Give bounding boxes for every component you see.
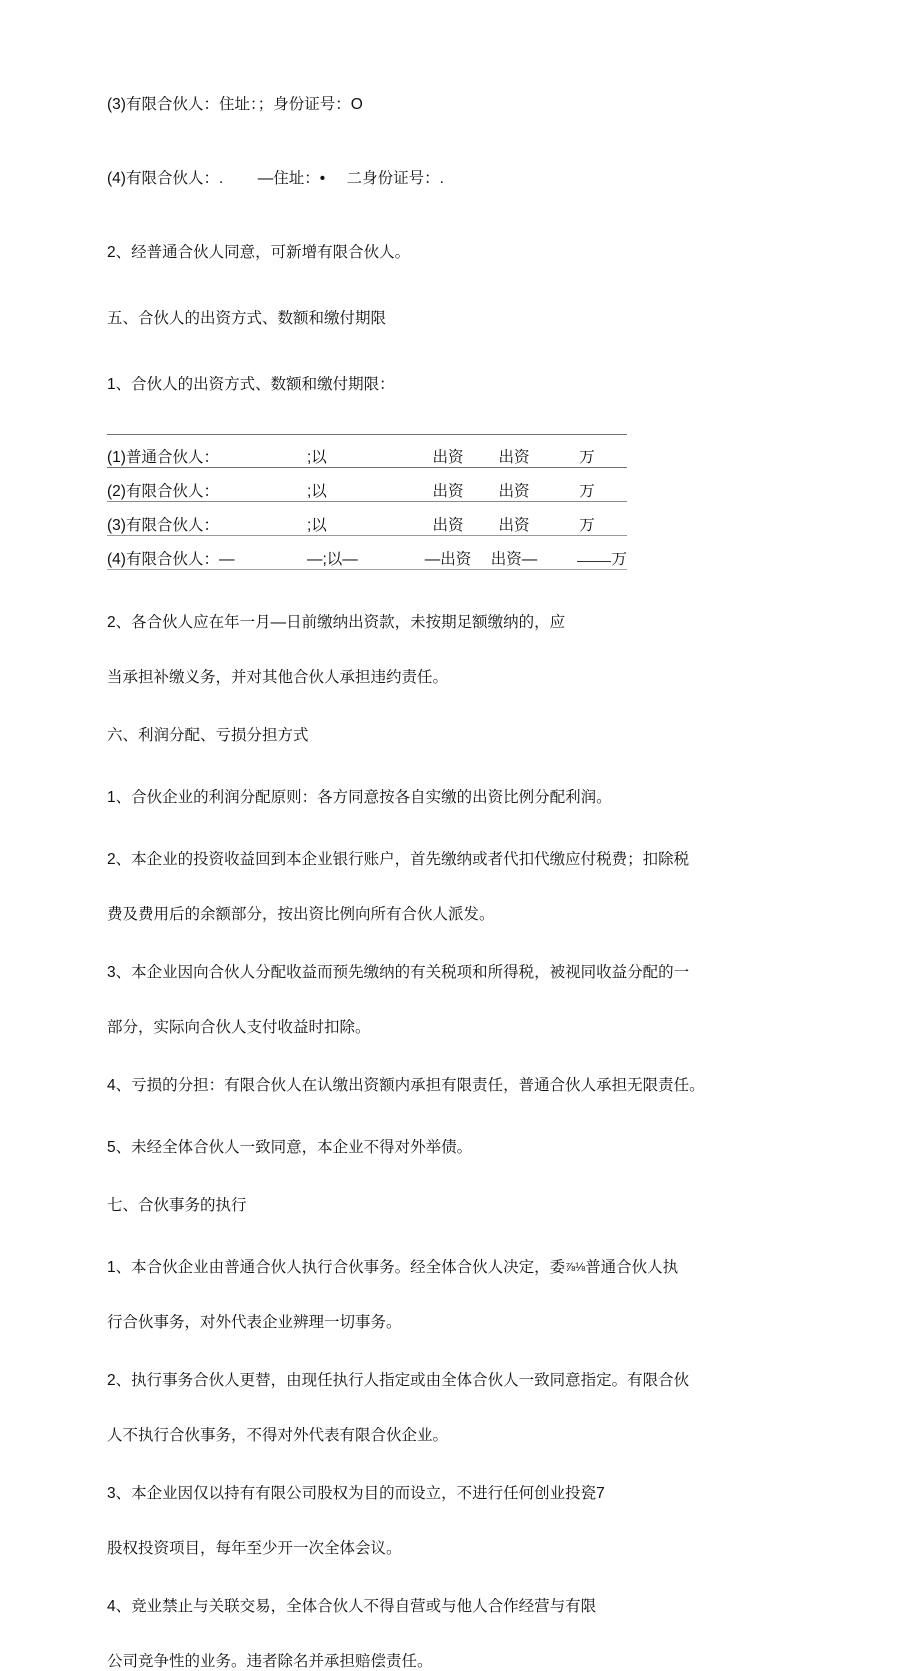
paragraph-new-partner: [107, 240, 847, 262]
section-7-item-1-part-b: 普通合伙人执: [585, 1259, 679, 1276]
section-7-item-4: [107, 1594, 847, 1616]
section-6-heading: [107, 723, 847, 745]
table-cell-partner: (4)有限合伙人：—: [107, 536, 307, 570]
spacer: [107, 1277, 847, 1310]
table-cell-unit: 万: [547, 502, 627, 536]
section-7-heading-text: 七、合伙事务的执行: [107, 1197, 247, 1214]
section-6-item-2-line-2: 费及费用后的余额部分，按出资比例向所有合伙人派发。: [107, 906, 495, 923]
section-7-item-3: [107, 1481, 847, 1503]
table-cell-amount-right: 出资: [481, 502, 547, 536]
table-cell-partner: (1)普通合伙人：: [107, 434, 307, 468]
table-cell-unit-text: 万: [611, 551, 627, 568]
partner-3-text: (3)有限合伙人：住址：；身份证号：O: [107, 96, 363, 113]
table-row: [107, 536, 627, 570]
spacer: [107, 687, 847, 723]
ocr-fraction-artifact: ⅞⅛: [565, 1260, 586, 1274]
section-7-item-3-line-1: 3、本企业因仅以持有有限公司股权为目的而设立，不进行任何创业投瓷7: [107, 1485, 605, 1502]
paragraph-partner-4: [107, 166, 847, 188]
section-7-item-3-line-2: 股权投资项目，每年至少开一次全体会议。: [107, 1540, 402, 1557]
table-cell-amount-left: 出资: [415, 502, 481, 536]
section-6-item-1-text: 1、合伙企业的利润分配原则：各方同意按各自实缴的出资比例分配利润。: [107, 789, 612, 806]
table-cell-unit: [547, 536, 627, 570]
spacer: [107, 262, 847, 306]
table-cell-unit: 万: [547, 468, 627, 502]
table-cell-method: —;以—: [307, 536, 415, 570]
section-7-item-2: [107, 1368, 847, 1390]
spacer: [107, 1558, 847, 1594]
spacer: [107, 982, 847, 1015]
table-cell-amount-right: 出资: [481, 434, 547, 468]
table-row: [107, 502, 627, 536]
table-cell-method: ;以: [307, 502, 415, 536]
section-7-item-1: [107, 1255, 847, 1277]
table-cell-amount-left: 出资: [415, 434, 481, 468]
spacer: [107, 328, 847, 372]
spacer: [107, 1503, 847, 1536]
spacer: [107, 1332, 847, 1368]
spacer: [107, 632, 847, 665]
document-body: [107, 92, 847, 1671]
table-cell-amount-right: 出资: [481, 468, 547, 502]
section-7-item-1-line-2: 行合伙事务，对外代表企业辨理一切事务。: [107, 1314, 402, 1331]
section-7-item-4-cont: [107, 1649, 847, 1671]
spacer: [107, 745, 847, 785]
section-7-item-3-cont: [107, 1536, 847, 1558]
section-5-heading-text: 五、合伙人的出资方式、数额和缴付期限: [107, 310, 387, 327]
section-6-item-1: [107, 785, 847, 807]
blank-underline: [577, 561, 611, 562]
section-7-item-1-line-1: [107, 1255, 847, 1277]
section-5-item-1: [107, 372, 847, 394]
spacer: [107, 1215, 847, 1255]
section-5-item-2-line-2: 当承担补缴义务，并对其他合伙人承担违约责任。: [107, 669, 449, 686]
spacer: [107, 188, 847, 240]
table-cell-partner: (3)有限合伙人：: [107, 502, 307, 536]
table-cell-unit: 万: [547, 434, 627, 468]
spacer: [107, 570, 847, 610]
section-7-item-4-line-1: 4、竞业禁止与关联交易，全体合伙人不得自营或与他人合作经营与有限: [107, 1598, 597, 1615]
section-6-item-2-cont: [107, 902, 847, 924]
section-6-item-4-text: 4、亏损的分担：有限合伙人在认缴出资额内承担有限责任，普通合伙人承担无限责任。: [107, 1077, 705, 1094]
table-cell-method: ;以: [307, 434, 415, 468]
spacer: [107, 924, 847, 960]
section-6-item-2-line-1: 2、本企业的投资收益回到本企业银行账户，首先缴纳或者代扣代缴应付税费；扣除税: [107, 851, 690, 868]
section-7-item-2-line-1: 2、执行事务合伙人更替，由现任执行人指定或由全体合伙人一致同意指定。有限合伙: [107, 1372, 690, 1389]
spacer: [107, 1157, 847, 1193]
section-6-item-4: [107, 1073, 847, 1095]
section-6-item-5: [107, 1135, 847, 1157]
section-7-item-4-line-2: 公司竞争性的业务。违者除名并承担赔偿责任。: [107, 1653, 433, 1670]
section-6-item-3-cont: [107, 1015, 847, 1037]
section-6-item-3-line-1: 3、本企业因向合伙人分配收益而预先缴纳的有关税项和所得税，被视同收益分配的一: [107, 964, 690, 981]
table-cell-method: ;以: [307, 468, 415, 502]
section-5-item-2-line-1: 2、各合伙人应在年一月—日前缴纳出资款，未按期足额缴纳的，应: [107, 614, 566, 631]
contribution-table-wrapper: [107, 434, 847, 570]
partner-4-text: (4)有限合伙人：. —住址：• 二身份证号：.: [107, 170, 444, 187]
section-7-item-1-cont: [107, 1310, 847, 1332]
table-row: [107, 468, 627, 502]
paragraph-partner-3: [107, 92, 847, 114]
table-cell-partner: (2)有限合伙人：: [107, 468, 307, 502]
spacer: [107, 807, 847, 847]
table-cell-amount-left: —出资: [415, 536, 481, 570]
table-cell-amount-right: 出资—: [481, 536, 547, 570]
section-7-heading: [107, 1193, 847, 1215]
section-7-item-2-line-2: 人不执行合伙事务，不得对外代表有限合伙企业。: [107, 1427, 449, 1444]
table-cell-amount-left: 出资: [415, 468, 481, 502]
contribution-table: [107, 434, 627, 570]
section-6-heading-text: 六、利润分配、亏损分担方式: [107, 727, 309, 744]
new-partner-text: 2、经普通合伙人同意，可新增有限合伙人。: [107, 244, 411, 261]
section-7-item-2-cont: [107, 1423, 847, 1445]
section-6-item-3-line-2: 部分，实际向合伙人支付收益时扣除。: [107, 1019, 371, 1036]
spacer: [107, 1390, 847, 1423]
table-row: [107, 434, 627, 468]
spacer: [107, 114, 847, 166]
section-5-item-2-cont: [107, 665, 847, 687]
section-6-item-3: [107, 960, 847, 982]
section-5-item-2: [107, 610, 847, 632]
section-6-item-2: [107, 847, 847, 869]
section-7-item-1-part-a: 1、本合伙企业由普通合伙人执行合伙事务。经全体合伙人决定，委: [107, 1259, 566, 1276]
section-5-item-1-text: 1、合伙人的出资方式、数额和缴付期限：: [107, 376, 395, 393]
spacer: [107, 1616, 847, 1649]
section-5-heading: [107, 306, 847, 328]
spacer: [107, 394, 847, 434]
spacer: [107, 1095, 847, 1135]
section-6-item-5-text: 5、未经全体合伙人一致同意，本企业不得对外举债。: [107, 1139, 473, 1156]
spacer: [107, 1445, 847, 1481]
spacer: [107, 869, 847, 902]
spacer: [107, 1037, 847, 1073]
